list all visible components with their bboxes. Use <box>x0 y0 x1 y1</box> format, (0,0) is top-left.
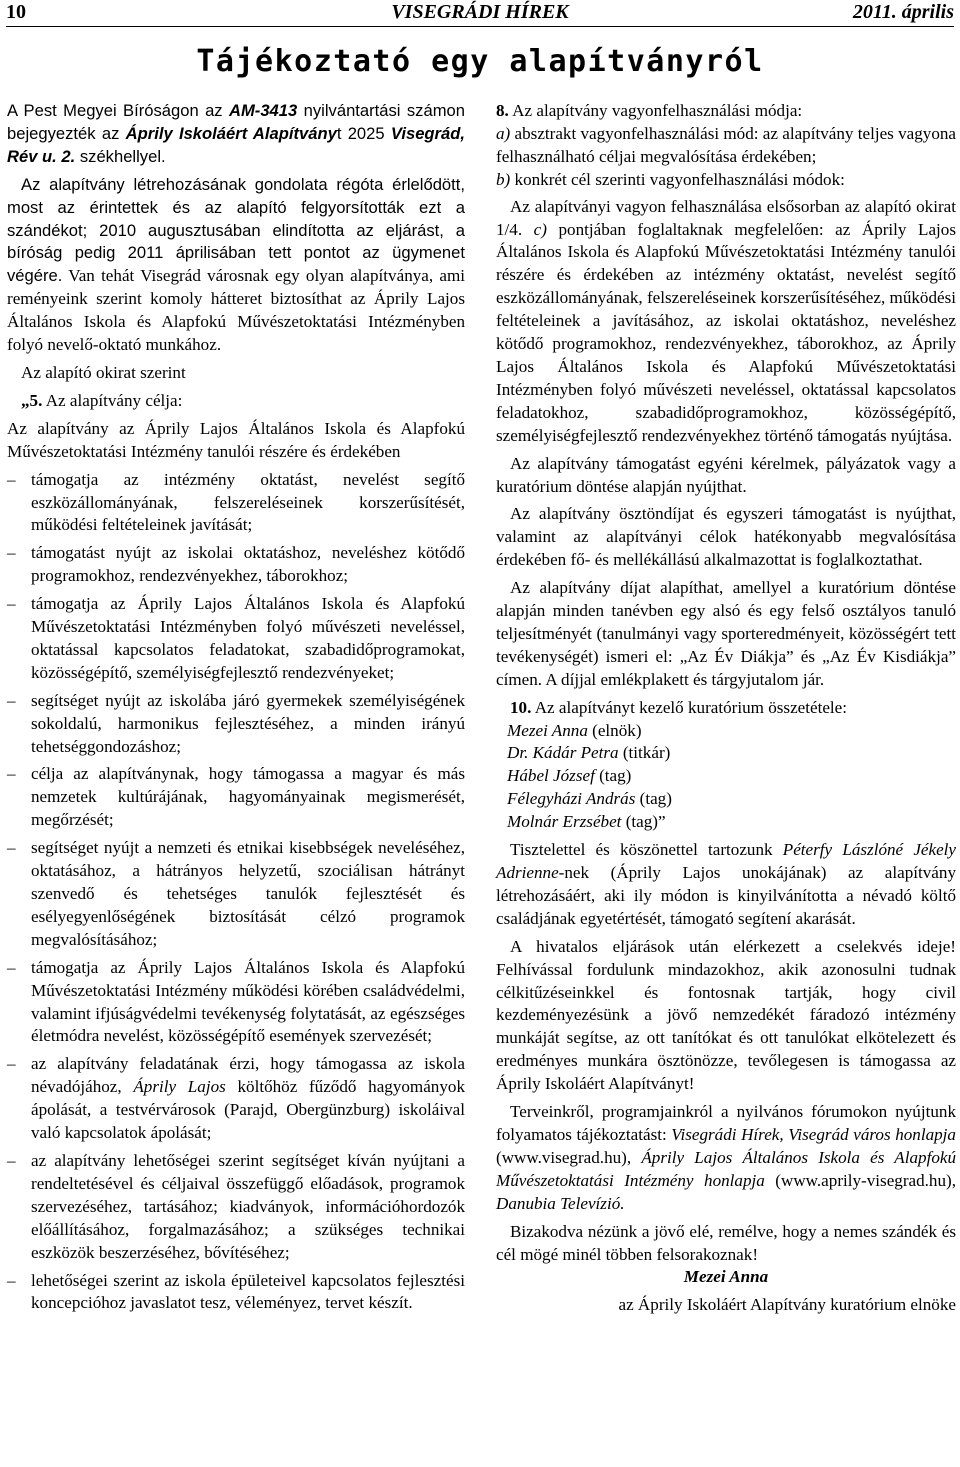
list-item: – segítséget nyújt a nemzeti és etnikai kisebbségek neveléséhez, oktatásához, a hátrányos helyzetű, szociálisan hátrányt szenvedő és tehetséges tanulók fejlesztését és esélyegyenlőségének biztosítását célzó programok megvalósításához; <box>7 837 465 952</box>
section-5-heading: „5. Az alapítvány célja: <box>21 390 183 410</box>
list-item: – támogatja az Áprily Lajos Általános Iskola és Alapfokú Művészetoktatási Intézmény működési körében családvédelmi, valamint ifjúságvédelmi tevékenység folytatását, az egészséges életmódra nevelést, közösségépítő események szervezését; <box>7 957 465 1049</box>
left-column <box>7 100 465 1320</box>
call-to-action: A hivatalos eljárások után elérkezett a cselekvés ideje! Felhívással fordulunk mindazokhoz, akik azonosulni tudnak célkitűzéseinkkel és fontosnak tartják, hogy civil kezdeményezésünk a jövő nemzedékét fáradozó intézmény munkáját segítse, az ott tanítókat és ott tanulókat elkötelezett és eredményes munkára ösztönözze, tevőlegesen is támogassa az Áprily Iskoláért Alapítványt! <box>496 936 956 1094</box>
signature-name: Mezei Anna <box>683 1267 769 1287</box>
list-item: Dr. Kádár Petra (titkár) <box>507 743 671 763</box>
section-10-heading: 10. Az alapítványt kezelő kuratórium összetétele: <box>510 697 848 717</box>
list-item: – célja az alapítványnak, hogy támogassa a magyar és más nemzetek kultúrájának, hagyományainak megismerését, megőrzését; <box>7 763 465 832</box>
section-8-heading: 8. Az alapítvány vagyonfelhasználási módja: <box>496 101 803 120</box>
list-item: Félegyházi András (tag) <box>507 789 672 809</box>
list-item: – az alapítvány feladatának érzi, hogy támogassa az iskola névadójához, Áprily Lajos költőhöz fűződő hagyományok ápolását, a testvérvárosok (Parajd, Obergünzburg) iskoláival való kapcsolatok ápolását; <box>7 1053 465 1145</box>
publication-name: VISEGRÁDI HÍREK <box>391 1 569 23</box>
page-header <box>6 0 954 27</box>
page-number: 10 <box>6 1 26 23</box>
section-8-usage: Az alapítványi vagyon felhasználása elsősorban az alapító okirat 1/4. c) pontjában foglaltaknak megfelelően: az Áprily Lajos Általános Iskola és Alapfokú Művészetoktatási Intézmény tanulói részére és érdekében az intézmény oktatást, nevelést segítő eszközállományának, felszereléseinek korszerűsítéséhez, működési feltételeinek a javításához, az iskolai oktatáshoz, neveléshez kötődő programokhoz, rendezvényekhez, táborokhoz, az Áprily Lajos Általános Iskola és Alapfokú Művészetoktatási Intézményben folyó művészeti neveléssel, oktatással kapcsolatos feladatokhoz, szabadidőprogramokhoz, közösségépítő, személyiségfejlesztő rendezvényekhez történő támogatás nyújtása. <box>496 196 956 445</box>
list-item: Molnár Erzsébet (tag)” <box>507 812 666 832</box>
list-item: – az alapítvány lehetőségei szerint segítséget kíván nyújtani a rendeltetésével és céljaival összefüggő előadások, programok szervezéséhez, tartásához; kiadványok, információhordozók előállításához, forgalmazásához; a szükséges technikai eszközök beszerzéséhez, bővítéséhez; <box>7 1150 465 1265</box>
issue-date: 2011. április <box>852 1 954 23</box>
thanks-paragraph: Tisztelettel és köszönettel tartozunk Péterfy Lászlóné Jékely Adrienne-nek (Áprily Lajos unokájának) az alapítvány létrehozásáért, aki ily módon is kinyilvánította a névadó költő családjának egyetértését, támogató segítení akarását. <box>496 840 957 928</box>
signature-role: az Áprily Iskoláért Alapítvány kuratórium elnöke <box>618 1295 956 1315</box>
list-item: Mezei Anna (elnök) <box>507 720 642 740</box>
board-members <box>496 720 956 835</box>
right-column <box>496 100 956 1322</box>
section-8-award: Az alapítvány díjat alapíthat, amellyel a kuratórium döntése alapján minden tanévben egy alsó és egy felső osztályos tanuló teljesítményét (tanulmányi vagy sporteredményeit, közösségért tett tevékenységét) ismeri el: „Az Év Diákja” és „Az Év Kisdiákja” címen. A díjjal emlékplakett és tárgyjutalom jár. <box>496 578 956 689</box>
section-8-a: a) absztrakt vagyonfelhasználási mód: az alapítvány teljes vagyona felhasználható céljai megvalósítása érdekében; <box>496 123 956 166</box>
list-item: Hábel József (tag) <box>507 766 632 786</box>
deed-heading: Az alapító okirat szerint <box>21 362 186 382</box>
list-item: – támogatja az intézmény oktatást, nevelést segítő eszközállományának, felszereléseinek korszerűsítését, működési feltételeinek javítását; <box>7 469 465 538</box>
closing-paragraph: Bizakodva nézünk a jövő elé, remélve, hogy a nemes szándék és cél mögé minél többen felsorakoznak! <box>496 1221 956 1264</box>
section-8-b: b) konkrét cél szerinti vagyonfelhasználási módok: <box>496 169 845 189</box>
list-item: – támogatást nyújt az iskolai oktatáshoz, neveléshez kötődő programokhoz, rendezvényekhez, táborokhoz; <box>7 542 465 588</box>
section-5-intro: Az alapítvány az Áprily Lajos Általános Iskola és Alapfokú Művészetoktatási Intézmény tanulói részére és érdekében <box>7 418 465 461</box>
goals-list <box>7 469 465 1316</box>
article-title: Tájékoztató egy alapítványról <box>196 44 764 79</box>
list-item: – támogatja az Áprily Lajos Általános Iskola és Alapfokú Művészetoktatási Intézményben folyó művészeti neveléssel, oktatással kapcsolatos feladatokat, szabadidőprogramokat, közösségépítő, személyiségfejlesztő rendezvényeket; <box>7 593 465 685</box>
list-item: – lehetőségei szerint az iskola épületeivel kapcsolatos fejlesztési koncepcióhoz javaslatot tesz, véleményez, tervet készít. <box>7 1270 465 1316</box>
intro-paragraph: A Pest Megyei Bíróságon az AM-3413 nyilvántartási számon bejegyezték az Áprily Iskoláért Alapítványt 2025 Visegrád, Rév u. 2. székhellyel. <box>7 101 465 166</box>
section-8-grants: Az alapítvány támogatást egyéni kérelmek, pályázatok vagy a kuratórium döntése alapján nyújthat. <box>496 453 956 496</box>
plans-paragraph: Terveinkről, programjainkról a nyilvános fórumokon nyújtunk folyamatos tájékoztatást: Visegrádi Hírek, Visegrád város honlapja (www.visegrad.hu), Áprily Lajos Általános Iskola és Alapfokú Művészetoktatási Intézmény honlapja (www.aprily-visegrad.hu), Danubia Televízió. <box>496 1102 957 1213</box>
list-item: – segítséget nyújt az iskolába járó gyermekek személyiségének sokoldalú, harmonikus fejlesztéséhez, a minden irányú tehetséggondozáshoz; <box>7 690 465 759</box>
history-paragraph: Az alapítvány létrehozásának gondolata régóta érlelődött, most az érintettek és az alapító felgyorsították ezt a szándékot; 2010 augusztusában elindította az eljárást, a bíróság pedig 2011 áprilisában tett pontot az ügymenet végére. Van tehát Visegrád városnak egy olyan alapítványa, ami reményeink szerint komoly hátteret biztosíthat az Áprily Lajos Általános Iskola és Alapfokú Művészetoktatási Intézményben folyó nevelő-oktató munkához. <box>7 174 465 355</box>
section-8-scholarship: Az alapítvány ösztöndíjat és egyszeri támogatást is nyújthat, valamint az alapítványi célok hatékonyabb megvalósítása érdekében fő- és mellékállású alkalmazottat is foglalkoztathat. <box>496 504 956 570</box>
